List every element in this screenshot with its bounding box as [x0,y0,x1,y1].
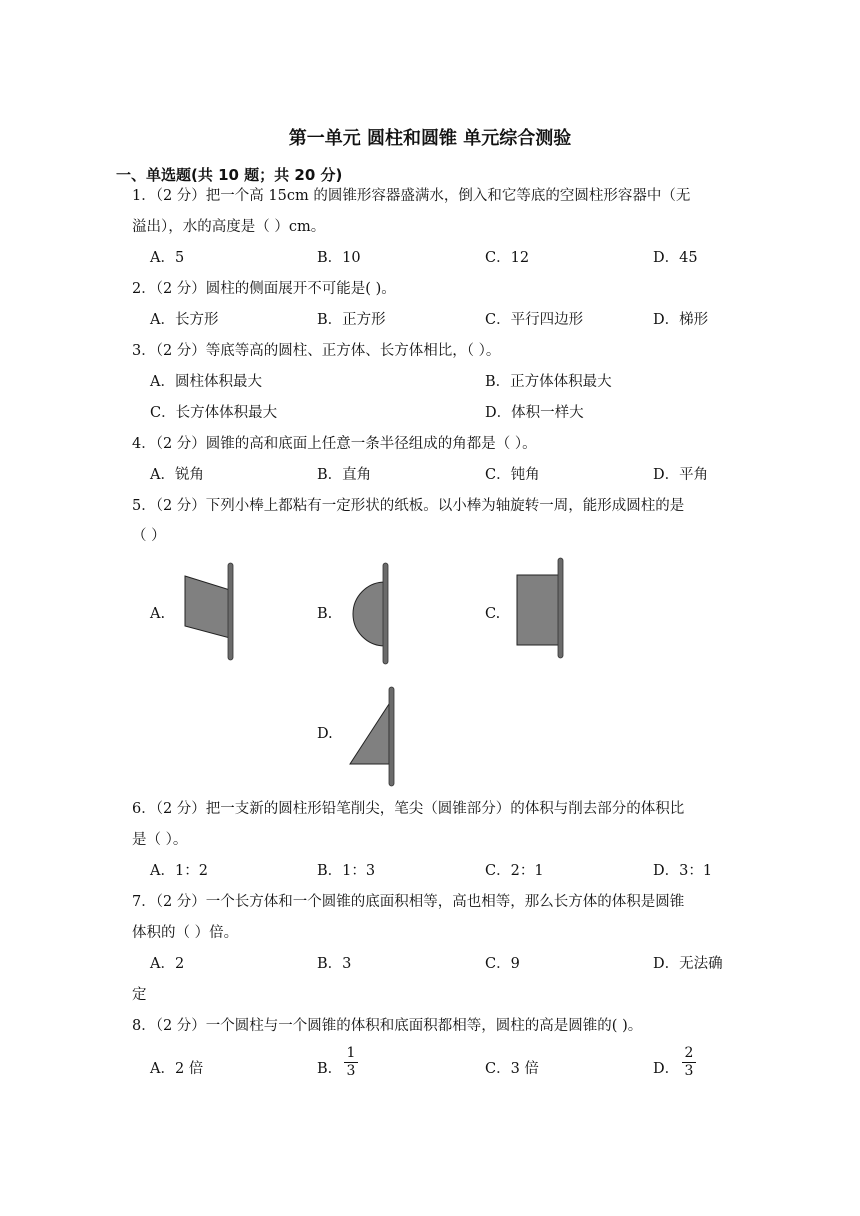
q8-option-a[interactable]: A．2 倍 [150,1061,204,1077]
q5-figure-c-rectangle-on-stick [512,555,572,660]
fraction-numerator: 1 [346,1045,356,1061]
q4-option-d[interactable]: D．平角 [653,467,709,483]
q7-option-c[interactable]: C．9 [485,956,520,972]
question-1-text: 1．（2 分）把一个高 15cm 的圆锥形容器盛满水，倒入和它等底的空圆柱形容器中（无 [132,188,691,204]
fraction-numerator: 2 [684,1045,694,1061]
q4-option-c[interactable]: C．钝角 [485,467,540,483]
question-5-text-cont: （ ） [132,528,166,544]
q1-option-a[interactable]: A．5 [150,250,185,266]
question-7-text-cont: 体积的（ ）倍。 [132,925,239,941]
question-7-text: 7．（2 分）一个长方体和一个圆锥的底面积相等，高也相等，那么长方体的体积是圆锥 [132,894,685,910]
q6-option-b[interactable]: B．1：3 [317,863,376,879]
q6-option-c[interactable]: C．2：1 [485,863,544,879]
q2-option-d[interactable]: D．梯形 [653,312,709,328]
q2-option-b[interactable]: B．正方形 [317,312,386,328]
q5-option-d[interactable]: D. [317,726,333,742]
fraction-denominator: 3 [684,1063,694,1079]
question-2-text: 2．（2 分）圆柱的侧面展开不可能是( )。 [132,281,396,297]
question-5-text: 5．（2 分）下列小棒上都粘有一定形状的纸板。以小棒为轴旋转一周，能形成圆柱的是 [132,498,685,514]
q1-option-b[interactable]: B．10 [317,250,361,266]
q3-option-a[interactable]: A．圆柱体积最大 [150,374,262,390]
q8-option-d-fraction [682,1046,696,1079]
q3-option-d[interactable]: D．体积一样大 [485,405,584,421]
section-heading: 一、单选题(共 10 题；共 20 分) [116,166,343,184]
q8-option-d[interactable]: D． [653,1061,680,1077]
q4-option-a[interactable]: A．锐角 [150,467,204,483]
q5-option-a[interactable]: A. [150,606,166,622]
q6-option-a[interactable]: A．1：2 [150,863,208,879]
q5-option-b[interactable]: B. [317,606,333,622]
q1-option-d[interactable]: D．45 [653,250,698,266]
fraction-denominator: 3 [346,1063,356,1079]
q5-figure-b-semicircle-on-stick [345,560,415,666]
question-6-text-cont: 是（ ）。 [132,832,188,848]
q5-option-c[interactable]: C. [485,606,501,622]
q8-option-b-fraction [344,1046,358,1079]
q7-option-b[interactable]: B．3 [317,956,352,972]
q5-figure-d-triangle-on-stick [345,684,405,788]
q7-option-a[interactable]: A．2 [150,956,185,972]
question-4-text: 4．（2 分）圆锥的高和底面上任意一条半径组成的角都是（ ）。 [132,436,537,452]
q5-figure-a-trapezoid-on-stick [180,560,240,662]
q7-option-d-cont: 定 [132,987,147,1003]
q1-option-c[interactable]: C．12 [485,250,530,266]
q2-option-c[interactable]: C．平行四边形 [485,312,584,328]
q3-option-b[interactable]: B．正方体体积最大 [485,374,612,390]
question-6-text: 6．（2 分）把一支新的圆柱形铅笔削尖，笔尖（圆锥部分）的体积与削去部分的体积比 [132,801,685,817]
q3-option-c[interactable]: C．长方体体积最大 [150,405,278,421]
q4-option-b[interactable]: B．直角 [317,467,372,483]
question-1-text-cont: 溢出），水的高度是（ ）cm。 [132,219,326,235]
q8-option-c[interactable]: C．3 倍 [485,1061,539,1077]
q2-option-a[interactable]: A．长方形 [150,312,219,328]
q8-option-b[interactable]: B． [317,1061,343,1077]
q7-option-d[interactable]: D．无法确 [653,956,723,972]
q6-option-d[interactable]: D．3：1 [653,863,713,879]
page-title: 第一单元 圆柱和圆锥 单元综合测验 [288,128,572,149]
question-8-text: 8．（2 分）一个圆柱与一个圆锥的体积和底面积都相等，圆柱的高是圆锥的( )。 [132,1018,643,1034]
question-3-text: 3．（2 分）等底等高的圆柱、正方体、长方体相比，（ ）。 [132,343,501,359]
